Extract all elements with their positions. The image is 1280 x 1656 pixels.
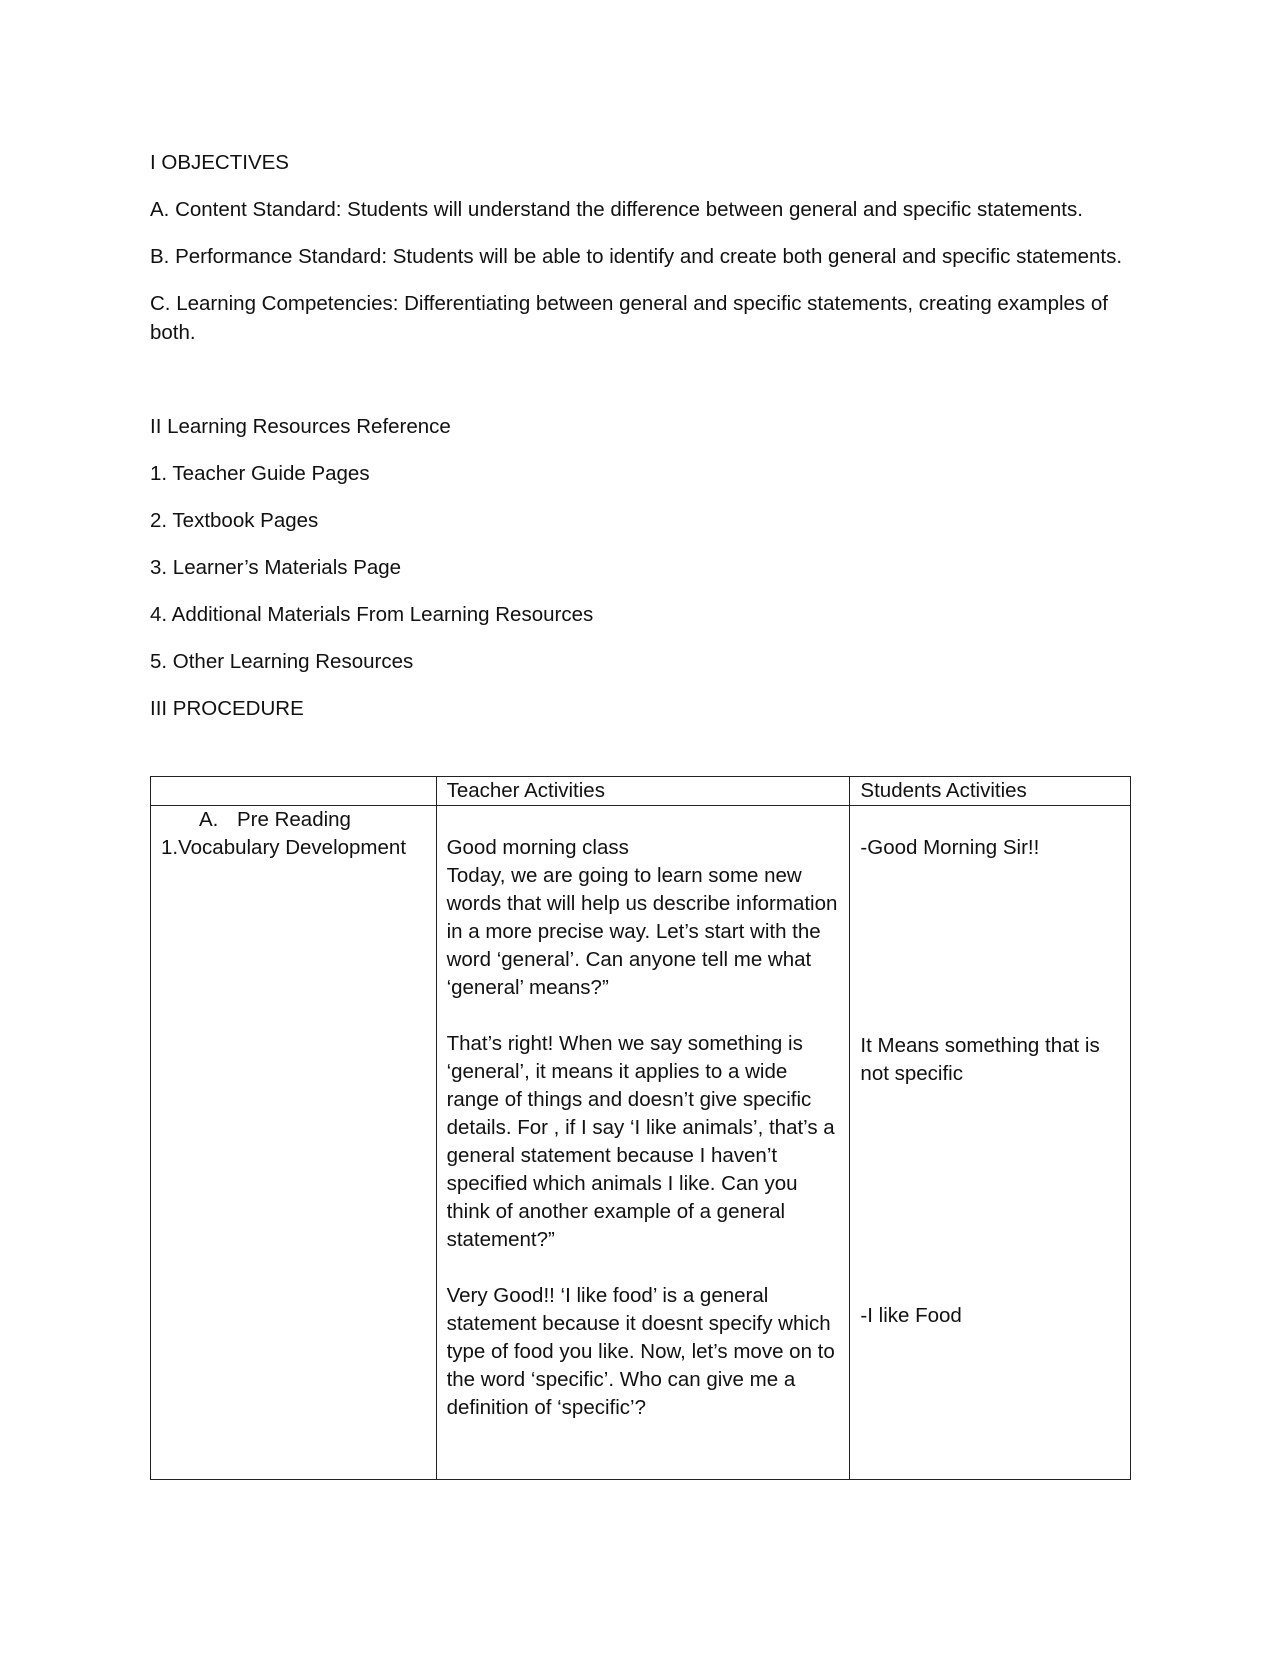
resources-heading: II Learning Resources Reference	[150, 415, 451, 438]
teacher-activities-cell	[436, 806, 850, 1480]
teacher-line: Good morning class	[446, 836, 629, 859]
sub-stage-label: 1.Vocabulary Development	[161, 836, 407, 859]
header-teacher-activities: Teacher Activities	[436, 777, 850, 806]
student-response: It Means something that is not specific	[860, 1034, 1100, 1085]
resource-item: 5. Other Learning Resources	[150, 650, 414, 673]
stage-label: Pre Reading	[237, 808, 351, 831]
section-spacer	[150, 365, 1130, 412]
teacher-line: Today, we are going to learn some new words that will help us describe information in a more precise way. Let’s start with the word ‘general’. Can anyone tell me what ‘general’ means?”	[446, 864, 838, 999]
stage-title	[161, 806, 426, 834]
student-response: -I like Food	[860, 1304, 962, 1327]
procedure-table	[150, 776, 1131, 1480]
resource-item: 3. Learner’s Materials Page	[150, 556, 402, 579]
students-activities-cell	[850, 806, 1131, 1480]
teacher-line: That’s right! When we say something is ‘general’, it means it applies to a wide range of things and doesn’t give specific details. For , if I say ‘I like animals’, that’s a general statement because I haven’t specified which animals I like. Can you think of another example of a general statement?”	[446, 1032, 835, 1251]
objectives-heading: I OBJECTIVES	[150, 151, 289, 174]
paragraph-spacer	[447, 1254, 840, 1282]
performance-standard: B. Performance Standard: Students will be able to identify and create both general and specific statements.	[150, 245, 1123, 268]
table-header-row	[151, 777, 1131, 806]
resource-item: 1. Teacher Guide Pages	[150, 462, 370, 485]
teacher-line: Very Good!! ‘I like food’ is a general statement because it doesnt specify which type of food you like. Now, let’s move on to the word ‘specific’. Who can give me a definition of ‘specific’?	[446, 1284, 835, 1419]
resource-item: 4. Additional Materials From Learning Resources	[150, 603, 594, 626]
resource-item: 2. Textbook Pages	[150, 509, 319, 532]
stage-marker: A.	[199, 808, 219, 831]
header-students-activities: Students Activities	[850, 777, 1131, 806]
lesson-plan-page	[150, 148, 1130, 741]
student-response: -Good Morning Sir!!	[860, 836, 1040, 859]
content-standard: A. Content Standard: Students will understand the difference between general and specific statements.	[150, 198, 1083, 221]
table-row	[151, 806, 1131, 1480]
procedure-heading: III PROCEDURE	[150, 697, 304, 720]
header-stage	[151, 777, 437, 806]
stage-cell	[151, 806, 437, 1480]
paragraph-spacer	[447, 1002, 840, 1030]
learning-competencies: C. Learning Competencies: Differentiating between general and specific statements, creating examples of both.	[150, 292, 1108, 344]
